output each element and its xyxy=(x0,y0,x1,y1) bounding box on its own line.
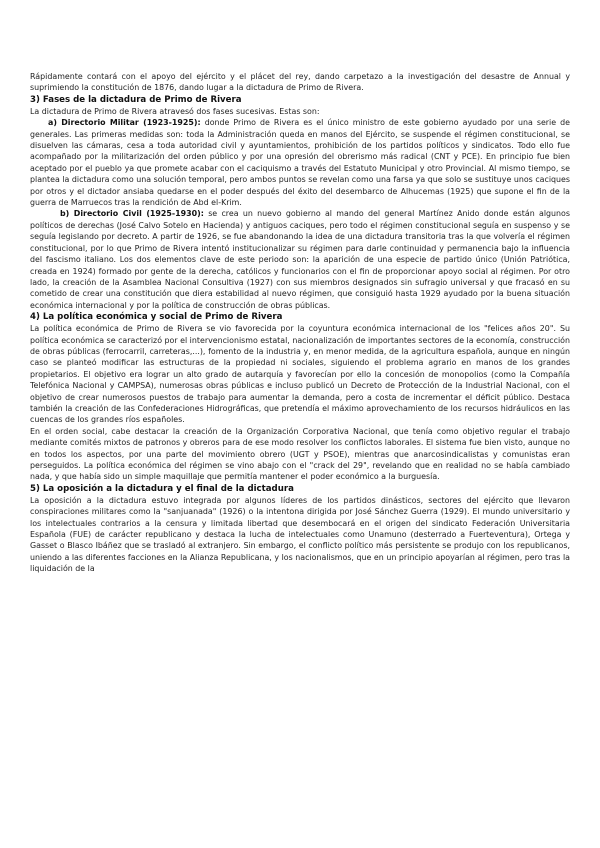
section-5-heading: 5) La oposición a la dictadura y el final de la dictadura xyxy=(30,483,294,494)
section-5-paragraph-1: La oposición a la dictadura estuvo integrada por algunos líderes de los partidos dinásticos, sectores del ejército que llevaron conspiraciones militares como la "sanjuanada" (1926) o la intentona dirigida por José Sánchez Guerra (1929). El mundo universitario y los intelectuales contrarios a la censura y limitada libertad que desembocará en el origen del sindicato Federación Universitaria Española (FUE) de carácter republicano y destaca la lucha de intelectuales como Unamuno (desterrado a Fuerteventura), Ortega y Gasset o Blasco Ibáñez que se trasladó al extranjero. Sin embargo, el conflicto político más persistente se produjo con los republicanos, uniendo a las diferentes facciones en la Alianza Republicana, y los nacionalismos, que en un principio apoyarían al régimen, pero tras la liquidación de la xyxy=(30,495,570,574)
document-page xyxy=(30,71,570,575)
section-4-paragraph-1: La política económica de Primo de Rivera se vio favorecida por la coyuntura económica internacional de los "felices años 20". Su política económica se caracterizó por el intervencionismo estatal, nacionalización de importantes sectores de la economía, construcción de obras públicas (ferrocarril, carreteras,...), fomento de la industria y, en menor medida, de la agricultura española, aunque en ningún caso se planteó modificar las estructuras de la propiedad ni sociales, siguiendo el problema agrario en manos de los grandes propietarios. El objetivo era lograr un alto grado de autarquía y favorecían por ello la concesión de monopolios (como la Compañía Telefónica Nacional y CAMPSA), numerosas obras públicas e incluso publicó un Decreto de Protección de la Industrial Nacional, con el objetivo de crear numerosos puestos de trabajo para aumentar la demanda, pero a costa de incrementar el déficit público. Destaca también la creación de las Confederaciones Hidrográficas, que pretendía el máximo aprovechamiento de los recursos hidráulicos en las cuencas de los grandes ríos españoles. xyxy=(30,324,570,425)
section-3-phase-a xyxy=(30,117,570,208)
section-3-phase-b xyxy=(30,208,570,311)
phase-b-text: se crea un nuevo gobierno al mando del general Martínez Anido donde están algunos políticos de derechas (José Calvo Sotelo en Hacienda) y antiguos caciques, pero todo el régimen constitucional seguía en suspenso y se seguía legislando por decreto. A partir de 1926, se fue abandonando la idea de una dictadura transitoria tras la que volvería el régimen constitucional, por lo que Primo de Rivera intentó institucionalizar su régimen para darle continuidad y permanencia bajo la influencia del fascismo italiano. Los dos elementos clave de este periodo son: la aparición de una especie de partido único (Unión Patriótica, creada en 1924) formado por gente de la derecha, católicos y funcionarios con el fin de proporcionar apoyo social al régimen. Por otro lado, la creación de la Asamblea Nacional Consultiva (1927) con sus miembros designados sin sufragio universal y que fracasó en su cometido de crear una constitución que diera estabilidad al nuevo régimen, que consiguió hasta 1929 ayudado por la buena situación económica internacional y por la política de construcción de obras públicas. xyxy=(30,209,570,310)
phase-a-title: a) Directorio Militar (1923-1925): xyxy=(48,118,201,128)
section-3-heading: 3) Fases de la dictadura de Primo de Rivera xyxy=(30,94,242,105)
section-3-lead: La dictadura de Primo de Rivera atravesó dos fases sucesivas. Estas son: xyxy=(30,106,320,116)
intro-paragraph: Rápidamente contará con el apoyo del ejército y el plácet del rey, dando carpetazo a la investigación del desastre de Annual y suprimiendo la constitución de 1876, dando lugar a la dictadura de Primo de Rivera. xyxy=(30,72,570,93)
section-4-paragraph-2: En el orden social, cabe destacar la creación de la Organización Corporativa Nacional, que tenía como objetivo regular el trabajo mediante comités mixtos de patronos y obreros para de ese modo resolver los conflictos laborales. El sistema fue bien visto, aunque no en todos los aspectos, por una parte del movimiento obrero (UGT y PSOE), mientras que anarcosindicalistas y comunistas eran perseguidos. La política económica del régimen se vino abajo con el "crack del 29", revelando que en realidad no se había cambiado nada, y que había sido un simple maquillaje que permitía mantener el poder económico a la burguesía. xyxy=(30,426,570,482)
phase-a-text: donde Primo de Rivera es el único ministro de este gobierno ayudado por una serie de generales. Las primeras medidas son: toda la Administración queda en manos del Ejército, se suspende el régimen constitucional, se disuelven las cámaras, cesa a toda autoridad civil y ayuntamientos, prohibición de los partidos políticos y sindicatos. Todo ello fue acompañado por la militarización del orden público y por una opresión del obrerismo más radical (CNT y PCE). En principio fue bien aceptado por el pueblo ya que promete acabar con el caciquismo a través del Estatuto Municipal y otro Provincial. Al mismo tiempo, se plantea la dictadura como una solución temporal, pero ambos puntos se revelan como una farsa ya que solo se sustituye unos caciques por otros y el dictador ansiaba quedarse en el poder después del éxito del desembarco de Alhucemas (1925) que supone el fin de la guerra de Marruecos tras la rendición de Abd el-Krim. xyxy=(30,118,570,208)
section-4-heading: 4) La política económica y social de Primo de Rivera xyxy=(30,312,283,323)
phase-b-title: b) Directorio Civil (1925-1930): xyxy=(60,209,204,219)
